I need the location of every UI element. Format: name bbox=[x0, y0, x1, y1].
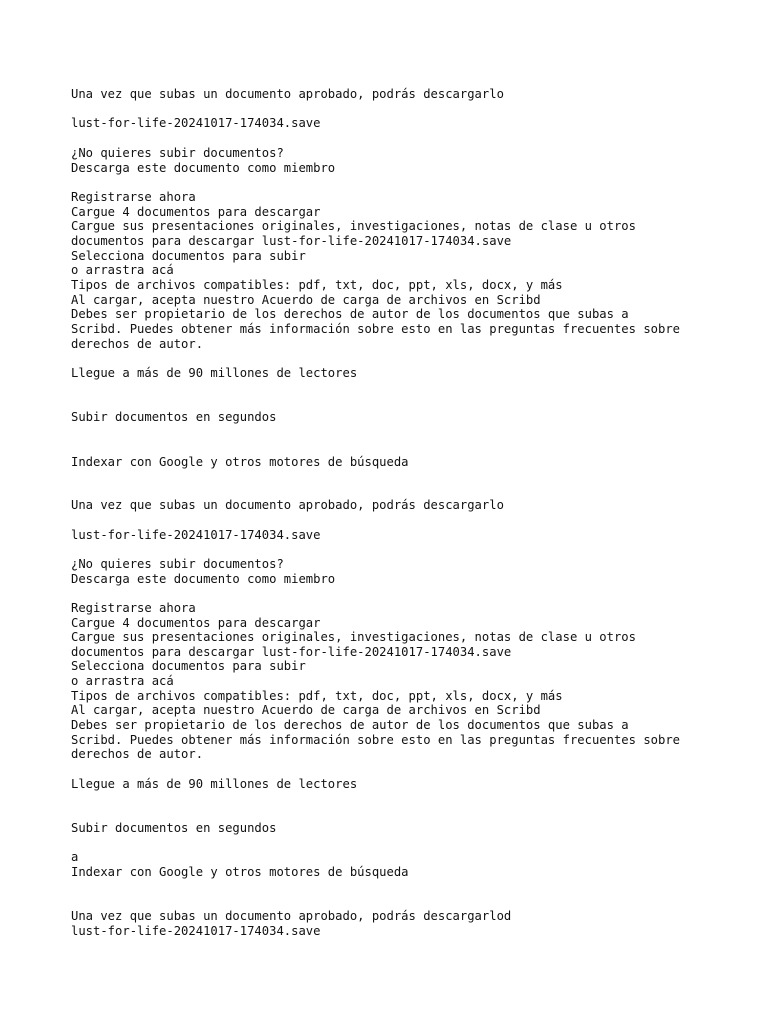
text-line: Descarga este documento como miembro bbox=[71, 572, 336, 586]
text-line: Cargue sus presentaciones originales, investigaciones, notas de clase u otros bbox=[71, 219, 636, 233]
text-line: Selecciona documentos para subir bbox=[71, 249, 306, 263]
text-line: Al cargar, acepta nuestro Acuerdo de carga de archivos en Scribd bbox=[71, 703, 541, 717]
text-line: Indexar con Google y otros motores de búsqueda bbox=[71, 455, 409, 469]
text-line: Tipos de archivos compatibles: pdf, txt, doc, ppt, xls, docx, y más bbox=[71, 278, 563, 292]
text-line: Indexar con Google y otros motores de búsqueda bbox=[71, 865, 409, 879]
text-line: lust-for-life-20241017-174034.save bbox=[71, 528, 321, 542]
text-line: Llegue a más de 90 millones de lectores bbox=[71, 366, 358, 380]
text-line: Selecciona documentos para subir bbox=[71, 659, 306, 673]
text-line: derechos de autor. bbox=[71, 747, 204, 761]
text-line: Cargue 4 documentos para descargar bbox=[71, 205, 321, 219]
document-body bbox=[71, 0, 761, 938]
text-line: Subir documentos en segundos bbox=[71, 821, 277, 835]
text-line: ¿No quieres subir documentos? bbox=[71, 557, 284, 571]
text-line: Una vez que subas un documento aprobado, podrás descargarlo bbox=[71, 498, 504, 512]
text-line: Al cargar, acepta nuestro Acuerdo de carga de archivos en Scribd bbox=[71, 293, 541, 307]
text-line: derechos de autor. bbox=[71, 337, 204, 351]
text-line: Debes ser propietario de los derechos de autor de los documentos que subas a bbox=[71, 307, 629, 321]
text-line: Llegue a más de 90 millones de lectores bbox=[71, 777, 358, 791]
text-line: documentos para descargar lust-for-life-20241017-174034.save bbox=[71, 234, 512, 248]
text-line: Una vez que subas un documento aprobado, podrás descargarlod bbox=[71, 909, 512, 923]
text-line: Una vez que subas un documento aprobado, podrás descargarlo bbox=[71, 87, 504, 101]
text-line: Scribd. Puedes obtener más información sobre esto en las preguntas frecuentes sobre bbox=[71, 322, 681, 336]
text-line: Subir documentos en segundos bbox=[71, 410, 277, 424]
text-line: Registrarse ahora bbox=[71, 190, 196, 204]
text-line: lust-for-life-20241017-174034.save bbox=[71, 924, 321, 938]
text-line: Cargue 4 documentos para descargar bbox=[71, 616, 321, 630]
text-line: Debes ser propietario de los derechos de autor de los documentos que subas a bbox=[71, 718, 629, 732]
text-line: Cargue sus presentaciones originales, investigaciones, notas de clase u otros bbox=[71, 630, 636, 644]
text-line: documentos para descargar lust-for-life-20241017-174034.save bbox=[71, 645, 512, 659]
text-line: lust-for-life-20241017-174034.save bbox=[71, 116, 321, 130]
text-line: o arrastra acá bbox=[71, 674, 174, 688]
text-line: Scribd. Puedes obtener más información sobre esto en las preguntas frecuentes sobre bbox=[71, 733, 681, 747]
text-line: a bbox=[71, 850, 79, 864]
text-line: Registrarse ahora bbox=[71, 601, 196, 615]
text-line: ¿No quieres subir documentos? bbox=[71, 146, 284, 160]
text-line: o arrastra acá bbox=[71, 263, 174, 277]
text-line: Tipos de archivos compatibles: pdf, txt, doc, ppt, xls, docx, y más bbox=[71, 689, 563, 703]
text-line: Descarga este documento como miembro bbox=[71, 161, 336, 175]
